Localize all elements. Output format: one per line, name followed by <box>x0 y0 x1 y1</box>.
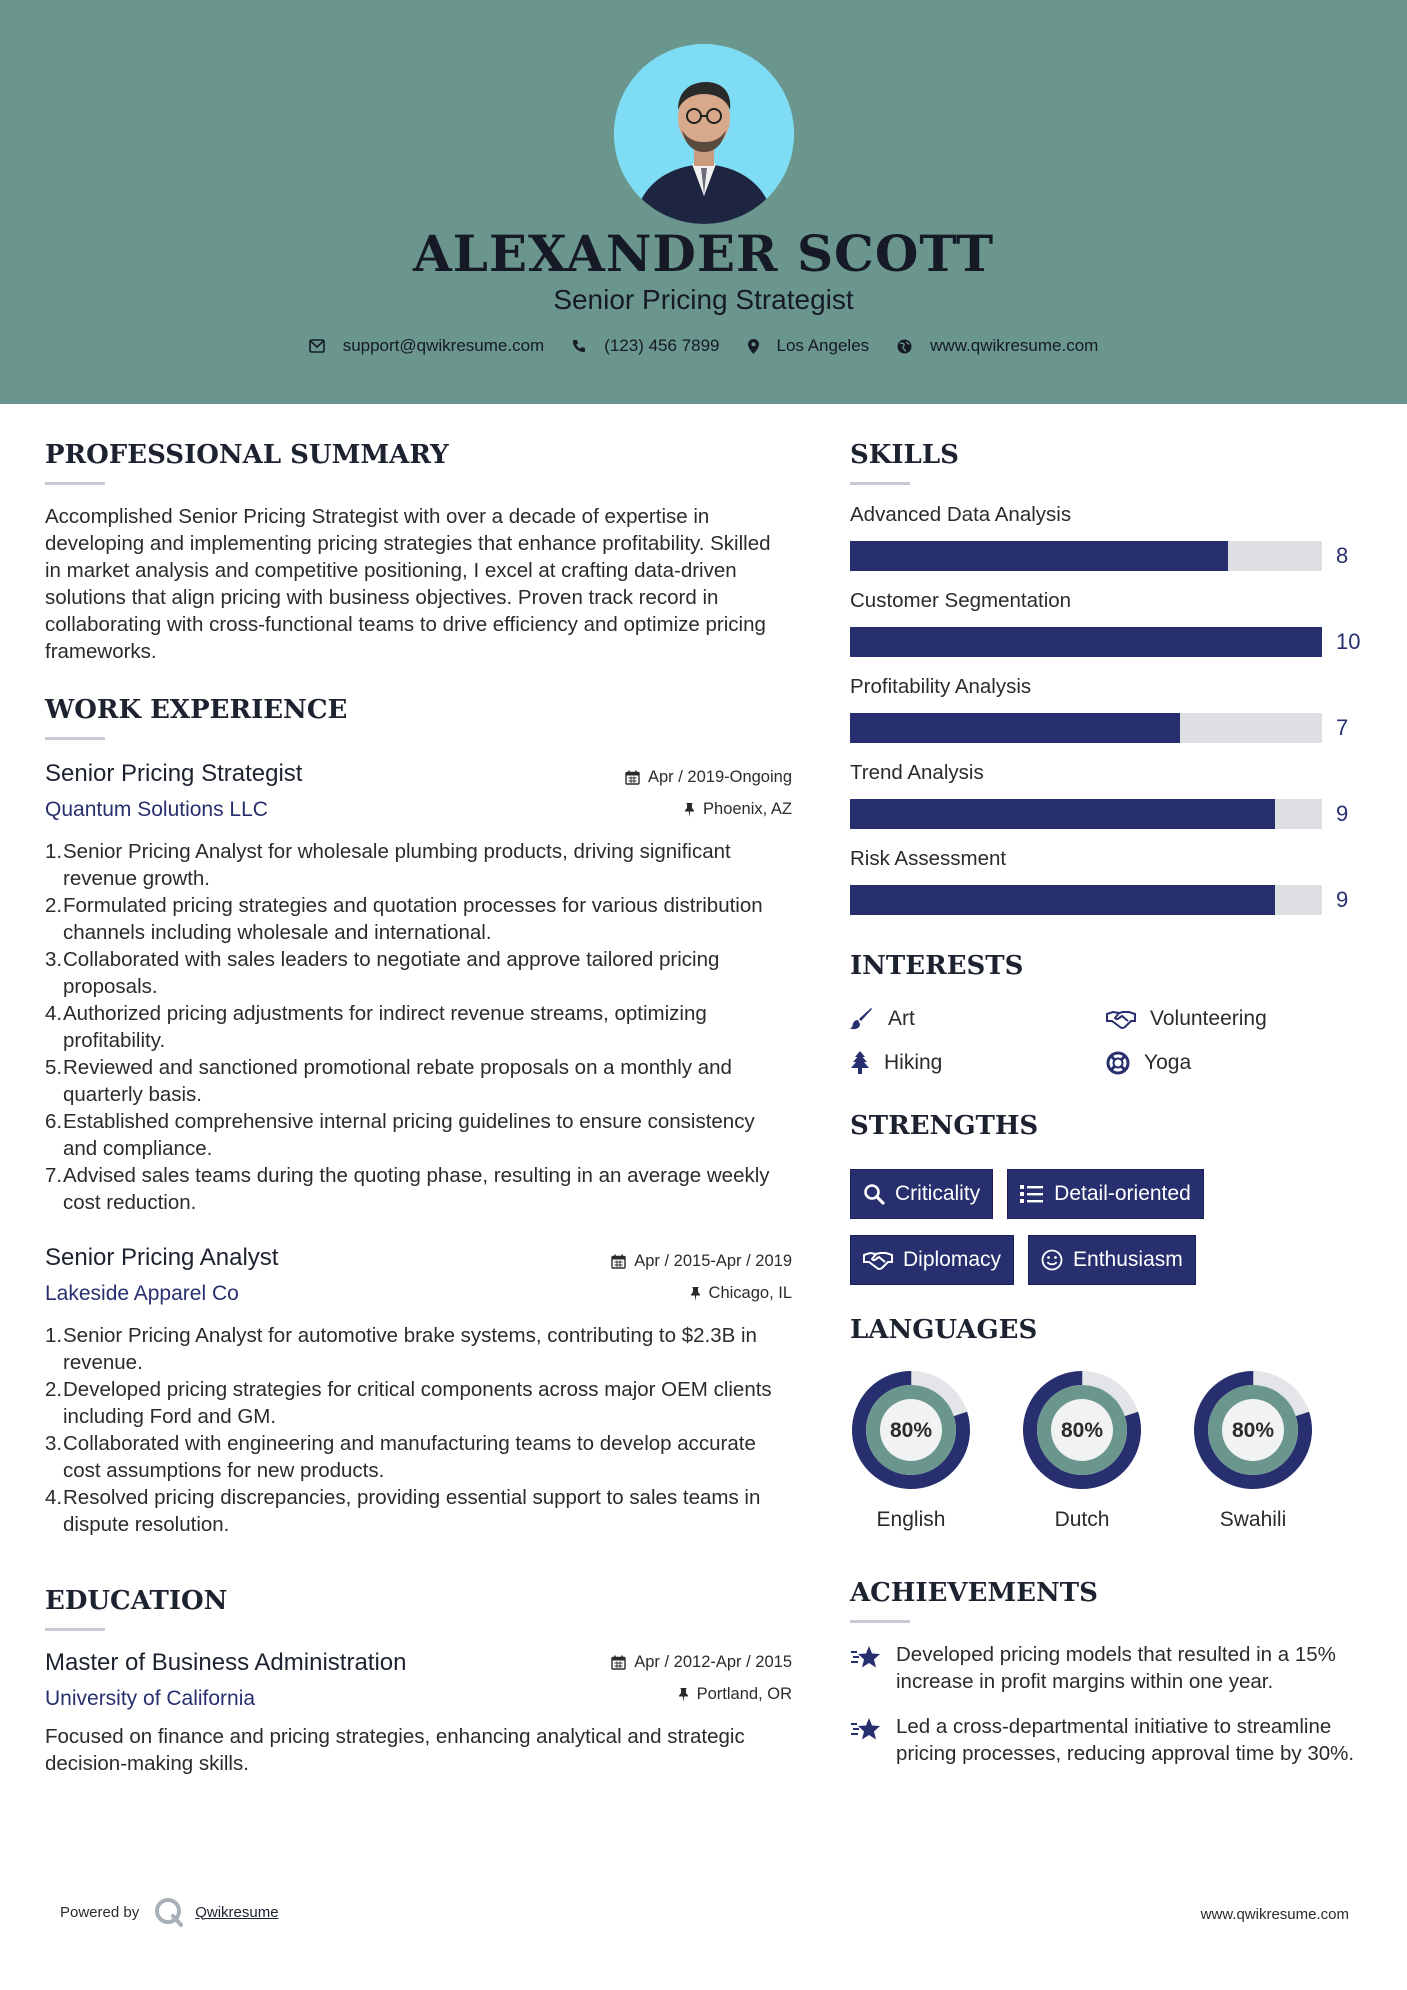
skill-bar <box>850 885 1322 915</box>
resume-header <box>0 0 1407 404</box>
interests-section <box>850 951 1370 1075</box>
globe-icon <box>897 339 912 354</box>
language-percent: 80% <box>1231 1419 1275 1442</box>
strength-label: Detail-oriented <box>1054 1182 1191 1205</box>
contact-location-text: Los Angeles <box>776 336 870 355</box>
powered-by-text: Powered by <box>60 1903 140 1921</box>
section-divider <box>45 482 105 485</box>
skill-item <box>850 761 1370 829</box>
languages-heading: LANGUAGES <box>850 1315 1038 1345</box>
pushpin-icon <box>678 1687 689 1702</box>
job-title: Senior Pricing Analyst <box>45 1244 279 1271</box>
phone-icon <box>572 339 586 353</box>
list-item: 3. Collaborated with sales leaders to negotiate and approve tailored pricing proposals. <box>45 948 720 998</box>
handshake-icon <box>863 1250 893 1270</box>
footer-website[interactable]: www.qwikresume.com <box>1200 1906 1349 1923</box>
smile-icon <box>1041 1249 1063 1271</box>
skill-label: Customer Segmentation <box>850 589 1072 612</box>
skill-bar-fill <box>850 885 1275 915</box>
interest-item <box>850 1007 1106 1031</box>
list-item: 1. Senior Pricing Analyst for wholesale plumbing products, driving significant revenue growth. <box>45 840 731 890</box>
star-icon <box>850 1643 882 1671</box>
section-divider <box>45 737 105 740</box>
skill-bar <box>850 713 1322 743</box>
strength-chip <box>850 1169 993 1219</box>
education-text: Focused on finance and pricing strategies, enhancing analytical and strategic decision-making skills. <box>45 1725 745 1775</box>
skill-value: 9 <box>1336 887 1349 912</box>
strength-label: Criticality <box>895 1182 981 1205</box>
achievement-item <box>850 1641 1370 1695</box>
skill-item <box>850 503 1370 571</box>
skill-item <box>850 589 1370 657</box>
skill-bar <box>850 799 1322 829</box>
interests-heading: INTERESTS <box>850 951 1024 981</box>
list-item: 7. Advised sales teams during the quoting phase, resulting in an average weekly cost reduction. <box>45 1164 770 1214</box>
language-item <box>850 1369 972 1532</box>
strength-chip <box>1007 1169 1204 1219</box>
education-dates: Apr / 2012-Apr / 2015 <box>634 1652 792 1671</box>
job-entry <box>45 1244 792 1538</box>
profile-photo <box>614 44 794 224</box>
candidate-name: ALEXANDER SCOTT <box>412 224 995 283</box>
job-entry <box>45 760 792 1216</box>
language-name: Swahili <box>1219 1508 1287 1531</box>
job-dates: Apr / 2019-Ongoing <box>647 767 792 786</box>
list-item: 1. Senior Pricing Analyst for automotive brake systems, contributing to $2.3B in revenue. <box>45 1324 757 1374</box>
contact-bar <box>0 336 1407 356</box>
job-dates: Apr / 2015-Apr / 2019 <box>634 1251 792 1270</box>
right-column <box>850 440 1370 1767</box>
skill-item <box>850 675 1370 743</box>
map-pin-icon <box>748 339 759 354</box>
summary-section <box>45 440 792 665</box>
summary-text: Accomplished Senior Pricing Strategist with over a decade of expertise in developing and implementing pricing strategies that enhance profitability. Skilled in market analysis and competitive positioning, I excel at crafting data-driven solutions that align pricing with business objectives. Proven track record in collaborating with cross-functional teams to drive efficiency and optimize pricing frameworks. <box>45 505 771 663</box>
footer-branding <box>60 1896 279 1928</box>
contact-phone-text: (123) 456 7899 <box>604 336 720 355</box>
strength-label: Enthusiasm <box>1073 1248 1183 1271</box>
left-column <box>45 440 792 1777</box>
calendar-icon <box>625 770 640 785</box>
list-item: 4. Resolved pricing discrepancies, providing essential support to sales teams in dispute resolution. <box>45 1486 761 1536</box>
strengths-section <box>850 1111 1370 1301</box>
list-icon <box>1020 1184 1044 1204</box>
skill-bar-fill <box>850 713 1180 743</box>
strength-chip <box>850 1235 1014 1285</box>
calendar-icon <box>611 1655 626 1670</box>
skill-value: 10 <box>1336 629 1361 654</box>
handshake-icon <box>1106 1009 1136 1029</box>
list-item: 2. Formulated pricing strategies and quotation processes for various distribution channels including wholesale and international. <box>45 894 763 944</box>
contact-email-text: support@qwikresume.com <box>342 336 545 355</box>
skill-label: Trend Analysis <box>850 761 984 784</box>
strength-label: Diplomacy <box>903 1248 1002 1271</box>
languages-section <box>850 1315 1370 1532</box>
skill-label: Advanced Data Analysis <box>850 503 1072 526</box>
degree-title: Master of Business Administration <box>45 1649 407 1676</box>
interest-label: Yoga <box>1144 1051 1192 1074</box>
list-item: 3. Collaborated with engineering and manufacturing teams to develop accurate cost assumptions for new products. <box>45 1432 756 1482</box>
achievements-section <box>850 1578 1370 1767</box>
skill-label: Risk Assessment <box>850 847 1007 870</box>
list-item: 5. Reviewed and sanctioned promotional rebate proposals on a monthly and quarterly basis. <box>45 1056 732 1106</box>
job-location: Phoenix, AZ <box>703 799 792 818</box>
search-icon <box>863 1183 885 1205</box>
interest-item <box>1106 1051 1346 1075</box>
experience-section <box>45 695 792 1538</box>
tree-icon <box>850 1051 870 1075</box>
skill-item <box>850 847 1370 915</box>
job-location: Chicago, IL <box>708 1283 792 1302</box>
language-ring <box>1192 1369 1314 1491</box>
school-name: University of California <box>45 1687 256 1710</box>
contact-location <box>748 336 870 356</box>
pushpin-icon <box>684 802 695 817</box>
language-percent: 80% <box>889 1419 933 1442</box>
strengths-heading: STRENGTHS <box>850 1111 1039 1141</box>
language-percent: 80% <box>1060 1419 1104 1442</box>
skill-value: 9 <box>1336 801 1349 826</box>
achievement-item <box>850 1713 1370 1767</box>
interest-item <box>850 1051 1106 1075</box>
language-ring <box>1021 1369 1143 1491</box>
interest-item <box>1106 1007 1346 1031</box>
list-item: 2. Developed pricing strategies for critical components across major OEM clients including Ford and GM. <box>45 1378 772 1428</box>
job-title: Senior Pricing Strategist <box>45 760 303 787</box>
skill-bar-fill <box>850 627 1322 657</box>
star-icon <box>850 1715 882 1743</box>
skill-bar <box>850 541 1322 571</box>
education-section <box>45 1586 792 1777</box>
summary-heading: PROFESSIONAL SUMMARY <box>45 440 449 470</box>
job-company: Quantum Solutions LLC <box>45 798 268 821</box>
job-responsibilities <box>45 1322 792 1538</box>
list-item: 4. Authorized pricing adjustments for indirect revenue streams, optimizing profitability. <box>45 1002 707 1052</box>
qwikresume-link[interactable]: Qwikresume <box>195 1903 279 1921</box>
pushpin-icon <box>690 1286 701 1301</box>
interest-label: Volunteering <box>1150 1007 1267 1030</box>
calendar-icon <box>611 1254 626 1269</box>
job-company: Lakeside Apparel Co <box>45 1282 239 1305</box>
achievement-text: Led a cross-departmental initiative to streamline pricing processes, reducing approval time by 30%. <box>896 1715 1355 1765</box>
skills-list <box>850 503 1370 915</box>
envelope-icon <box>309 339 325 353</box>
contact-website-text: www.qwikresume.com <box>930 336 1099 355</box>
skill-bar-fill <box>850 541 1228 571</box>
skill-label: Profitability Analysis <box>850 675 1032 698</box>
experience-heading: WORK EXPERIENCE <box>45 695 348 725</box>
education-location: Portland, OR <box>696 1684 792 1703</box>
skill-value: 7 <box>1336 715 1349 740</box>
language-item <box>1021 1369 1143 1532</box>
person-portrait-icon <box>614 44 794 224</box>
list-item: 6. Established comprehensive internal pricing guidelines to ensure consistency and compliance. <box>45 1110 755 1160</box>
strength-chip <box>1028 1235 1196 1285</box>
language-ring <box>850 1369 972 1491</box>
paintbrush-icon <box>850 1008 874 1030</box>
section-divider <box>850 482 910 485</box>
language-name: Dutch <box>1054 1508 1110 1531</box>
skills-section <box>850 440 1370 915</box>
qwikresume-logo-icon <box>153 1896 185 1928</box>
interest-label: Art <box>888 1007 915 1030</box>
skills-heading: SKILLS <box>850 440 959 470</box>
education-heading: EDUCATION <box>45 1586 228 1616</box>
section-divider <box>850 1620 910 1623</box>
achievement-text: Developed pricing models that resulted in a 15% increase in profit margins within one year. <box>896 1643 1336 1693</box>
language-name: English <box>876 1508 946 1531</box>
job-responsibilities <box>45 838 792 1216</box>
lifebuoy-icon <box>1106 1051 1130 1075</box>
contact-phone[interactable] <box>572 336 719 356</box>
section-divider <box>45 1628 105 1631</box>
skill-bar-fill <box>850 799 1275 829</box>
skill-value: 8 <box>1336 543 1349 568</box>
skill-bar <box>850 627 1322 657</box>
language-item <box>1192 1369 1314 1532</box>
contact-website[interactable] <box>897 336 1098 356</box>
interest-label: Hiking <box>884 1051 943 1074</box>
candidate-title: Senior Pricing Strategist <box>553 284 854 315</box>
contact-email[interactable] <box>309 336 545 356</box>
achievements-heading: ACHIEVEMENTS <box>850 1578 1098 1608</box>
